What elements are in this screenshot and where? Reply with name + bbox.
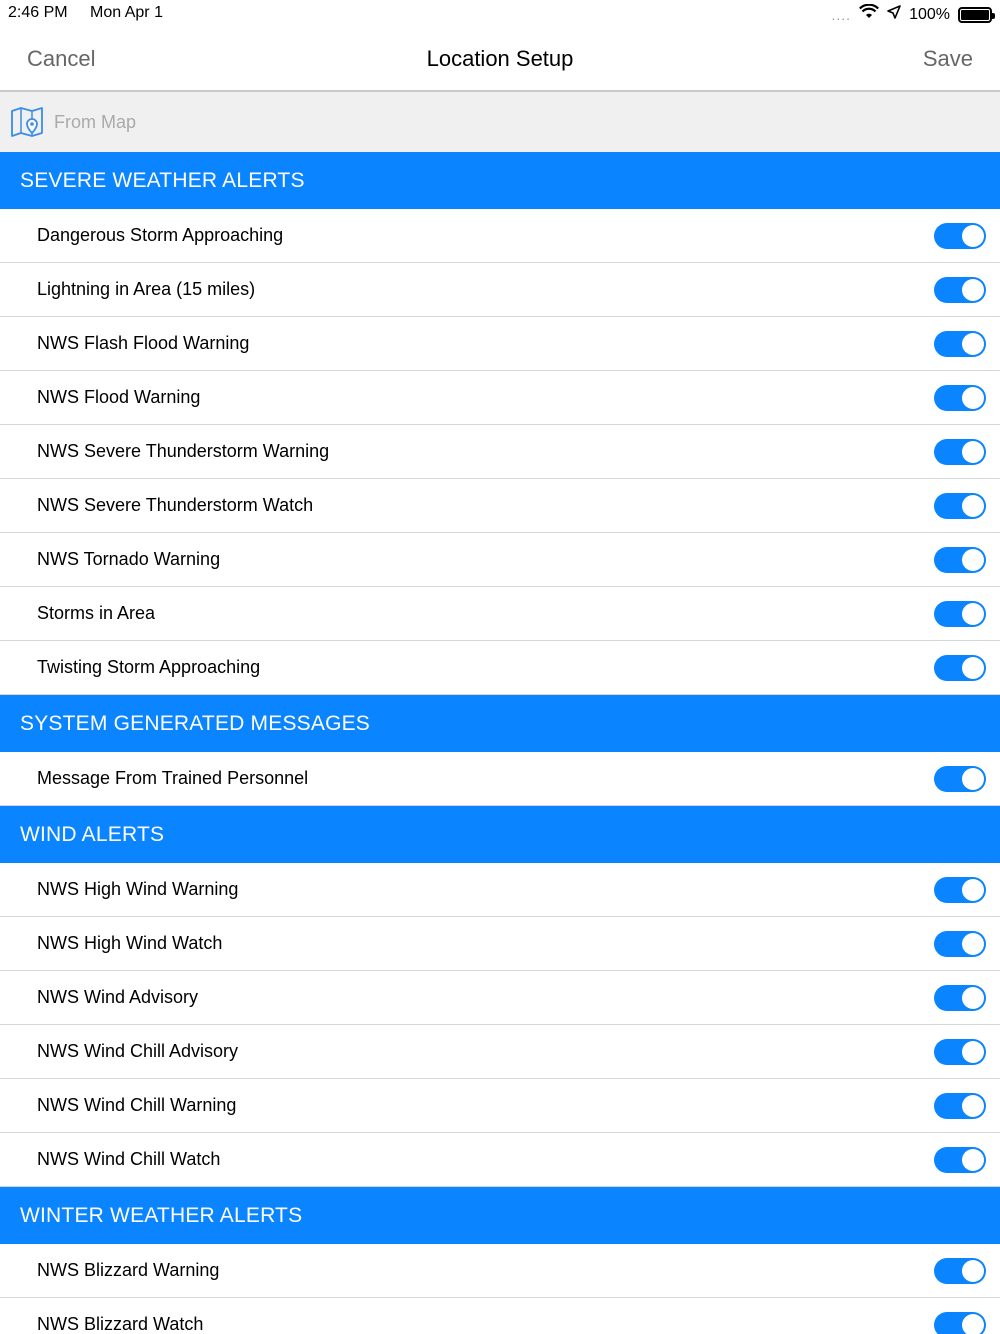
section-header: WINTER WEATHER ALERTS — [0, 1187, 1000, 1244]
alert-label: NWS Severe Thunderstorm Warning — [37, 441, 330, 461]
toggle-knob — [962, 879, 984, 901]
status-date: Mon Apr 1 — [90, 4, 163, 21]
alert-label: NWS Severe Thunderstorm Watch — [37, 495, 314, 515]
toggle-knob — [962, 987, 984, 1009]
toggle-knob — [962, 1260, 984, 1282]
alert-row — [0, 479, 1000, 533]
toggle-knob — [962, 495, 984, 517]
location-arrow-icon — [887, 5, 901, 24]
alert-toggle[interactable] — [934, 1039, 986, 1065]
alert-label: Dangerous Storm Approaching — [37, 225, 284, 245]
status-time: 2:46 PM — [8, 4, 68, 21]
alert-row — [0, 533, 1000, 587]
toggle-knob — [962, 768, 984, 790]
alert-label: Message From Trained Personnel — [37, 768, 309, 788]
alert-row — [0, 641, 1000, 695]
nav-bar — [0, 28, 1000, 92]
status-right — [824, 4, 992, 25]
alert-label: NWS Tornado Warning — [37, 549, 221, 569]
alert-toggle[interactable] — [934, 385, 986, 411]
toggle-knob — [962, 279, 984, 301]
alert-toggle[interactable] — [934, 1312, 986, 1334]
alert-label: NWS Wind Chill Watch — [37, 1149, 221, 1169]
alert-label: NWS Flood Warning — [37, 387, 201, 407]
alert-toggle[interactable] — [934, 766, 986, 792]
alert-label: NWS Wind Chill Warning — [37, 1095, 237, 1115]
alert-row — [0, 587, 1000, 641]
alert-row — [0, 425, 1000, 479]
alert-row — [0, 752, 1000, 806]
toggle-knob — [962, 1041, 984, 1063]
alert-label: NWS Blizzard Watch — [37, 1314, 204, 1334]
cancel-button[interactable]: Cancel — [27, 46, 96, 71]
section-header: WIND ALERTS — [0, 806, 1000, 863]
battery-percent: 100% — [909, 5, 950, 23]
alert-row — [0, 863, 1000, 917]
wifi-icon — [859, 4, 879, 25]
alert-label: Storms in Area — [37, 603, 156, 623]
signal-dots: .... — [831, 6, 852, 23]
alert-toggle[interactable] — [934, 493, 986, 519]
battery-icon — [958, 7, 992, 23]
alert-label: NWS Flash Flood Warning — [37, 333, 250, 353]
alert-row — [0, 209, 1000, 263]
toggle-knob — [962, 603, 984, 625]
from-map-label: From Map — [54, 111, 137, 132]
toggle-knob — [962, 1314, 984, 1334]
section-header: SYSTEM GENERATED MESSAGES — [0, 695, 1000, 752]
alert-toggle[interactable] — [934, 1093, 986, 1119]
alert-label: Lightning in Area (15 miles) — [37, 279, 256, 299]
alert-row — [0, 371, 1000, 425]
alert-toggle[interactable] — [934, 601, 986, 627]
toggle-knob — [962, 657, 984, 679]
alert-row — [0, 317, 1000, 371]
alert-row — [0, 1244, 1000, 1298]
alert-row — [0, 1079, 1000, 1133]
map-pin-icon — [10, 105, 44, 139]
alert-row — [0, 971, 1000, 1025]
save-button[interactable]: Save — [922, 46, 973, 71]
from-map-button[interactable] — [0, 92, 1000, 152]
toggle-knob — [962, 1095, 984, 1117]
alert-label: NWS Wind Chill Advisory — [37, 1041, 239, 1061]
alert-toggle[interactable] — [934, 439, 986, 465]
alert-toggle[interactable] — [934, 1258, 986, 1284]
toggle-knob — [962, 933, 984, 955]
alert-label: Twisting Storm Approaching — [37, 657, 261, 677]
alert-label: NWS High Wind Warning — [37, 879, 239, 899]
section-header: SEVERE WEATHER ALERTS — [0, 152, 1000, 209]
alert-label: NWS High Wind Watch — [37, 933, 223, 953]
alert-row — [0, 1133, 1000, 1187]
alert-toggle[interactable] — [934, 931, 986, 957]
toggle-knob — [962, 1149, 984, 1171]
alert-toggle[interactable] — [934, 985, 986, 1011]
alert-toggle[interactable] — [934, 1147, 986, 1173]
toggle-knob — [962, 333, 984, 355]
alert-toggle[interactable] — [934, 547, 986, 573]
alert-toggle[interactable] — [934, 877, 986, 903]
alert-list — [0, 152, 1000, 1334]
toggle-knob — [962, 225, 984, 247]
toggle-knob — [962, 387, 984, 409]
status-left — [8, 4, 181, 22]
toggle-knob — [962, 549, 984, 571]
alert-toggle[interactable] — [934, 277, 986, 303]
page-title: Location Setup — [426, 46, 574, 71]
alert-toggle[interactable] — [934, 331, 986, 357]
toggle-knob — [962, 441, 984, 463]
alert-label: NWS Blizzard Warning — [37, 1260, 220, 1280]
alert-toggle[interactable] — [934, 223, 986, 249]
alert-row — [0, 263, 1000, 317]
alert-row — [0, 917, 1000, 971]
alert-row — [0, 1298, 1000, 1334]
alert-toggle[interactable] — [934, 655, 986, 681]
alert-label: NWS Wind Advisory — [37, 987, 199, 1007]
status-bar — [0, 0, 1000, 28]
alert-row — [0, 1025, 1000, 1079]
